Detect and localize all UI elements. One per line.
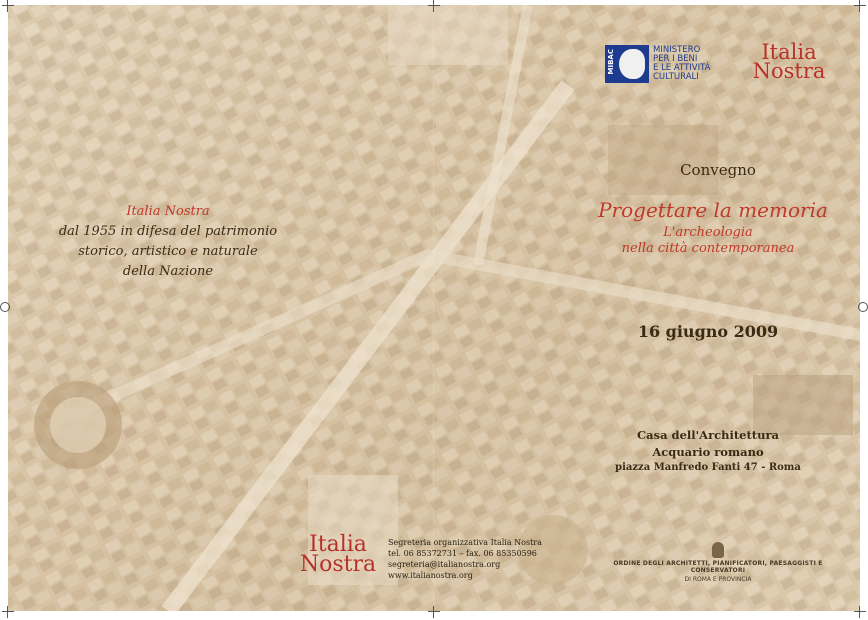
- crop-mark-top-right-icon: [854, 0, 866, 12]
- org-name: Italia Nostra: [126, 204, 210, 219]
- contact-email[interactable]: segreteria@italianostra.org: [388, 560, 501, 569]
- logo-top-line-2: Nostra: [752, 58, 826, 83]
- logo-bottom-line-2: Nostra: [299, 551, 377, 577]
- venue-line-2: Acquario romano: [652, 445, 764, 459]
- brochure-sheet: [8, 5, 860, 611]
- event-title: Progettare la memoria: [598, 198, 828, 222]
- mibac-emblem-icon: MIBAC: [605, 45, 649, 83]
- fold-line: [433, 5, 434, 611]
- contact-line-2: tel. 06 85372731 – fax. 06 85350596: [388, 549, 537, 558]
- registration-mark-left-icon: [0, 302, 10, 312]
- architects-order-line-1: ORDINE DEGLI ARCHITETTI, PIANIFICATORI, PAESAGGISTI E CONSERVATORI: [613, 560, 823, 574]
- crop-mark-top-left-icon: [2, 0, 14, 12]
- contact-block: [388, 537, 542, 581]
- event-type: Convegno: [680, 161, 756, 179]
- mibac-line-1: MINISTERO: [653, 45, 701, 56]
- architects-order-line-2: DI ROMA E PROVINCIA: [684, 576, 752, 583]
- architects-order-logo: [598, 542, 838, 583]
- mibac-line-2: PER I BENI: [653, 54, 698, 65]
- mibac-line-4: CULTURALI: [653, 71, 699, 82]
- crop-mark-bottom-left-icon: [2, 606, 14, 618]
- venue-address: piazza Manfredo Fanti 47 - Roma: [615, 462, 801, 473]
- venue-line-1: Casa dell'Architettura: [637, 428, 779, 442]
- mibac-logo: [605, 45, 710, 83]
- event-date: 16 giugno 2009: [637, 322, 779, 341]
- italia-nostra-logo-bottom: [296, 532, 380, 577]
- event-subtitle-2: nella città contemporanea: [621, 241, 795, 256]
- crop-mark-bottom-center-icon: [428, 606, 440, 618]
- crest-icon: [712, 542, 724, 558]
- registration-mark-right-icon: [858, 302, 868, 312]
- italia-nostra-logo-top: [744, 40, 834, 83]
- crop-mark-bottom-right-icon: [854, 606, 866, 618]
- contact-website[interactable]: www.italianostra.org: [388, 571, 473, 580]
- mibac-line-3: E LE ATTIVITÀ: [653, 63, 711, 73]
- aerial-photo: [8, 5, 860, 611]
- tagline-line-3: della Nazione: [122, 264, 214, 279]
- tagline-line-1: dal 1955 in difesa del patrimonio: [58, 224, 278, 239]
- tagline-line-2: storico, artistico e naturale: [78, 244, 258, 259]
- contact-line-1: Segreteria organizzativa Italia Nostra: [388, 538, 542, 547]
- logo-top-line-1: Italia: [761, 40, 817, 64]
- crop-mark-top-center-icon: [428, 0, 440, 12]
- event-subtitle-1: L'archeologia: [663, 225, 753, 240]
- logo-bottom-line-1: Italia: [309, 532, 367, 557]
